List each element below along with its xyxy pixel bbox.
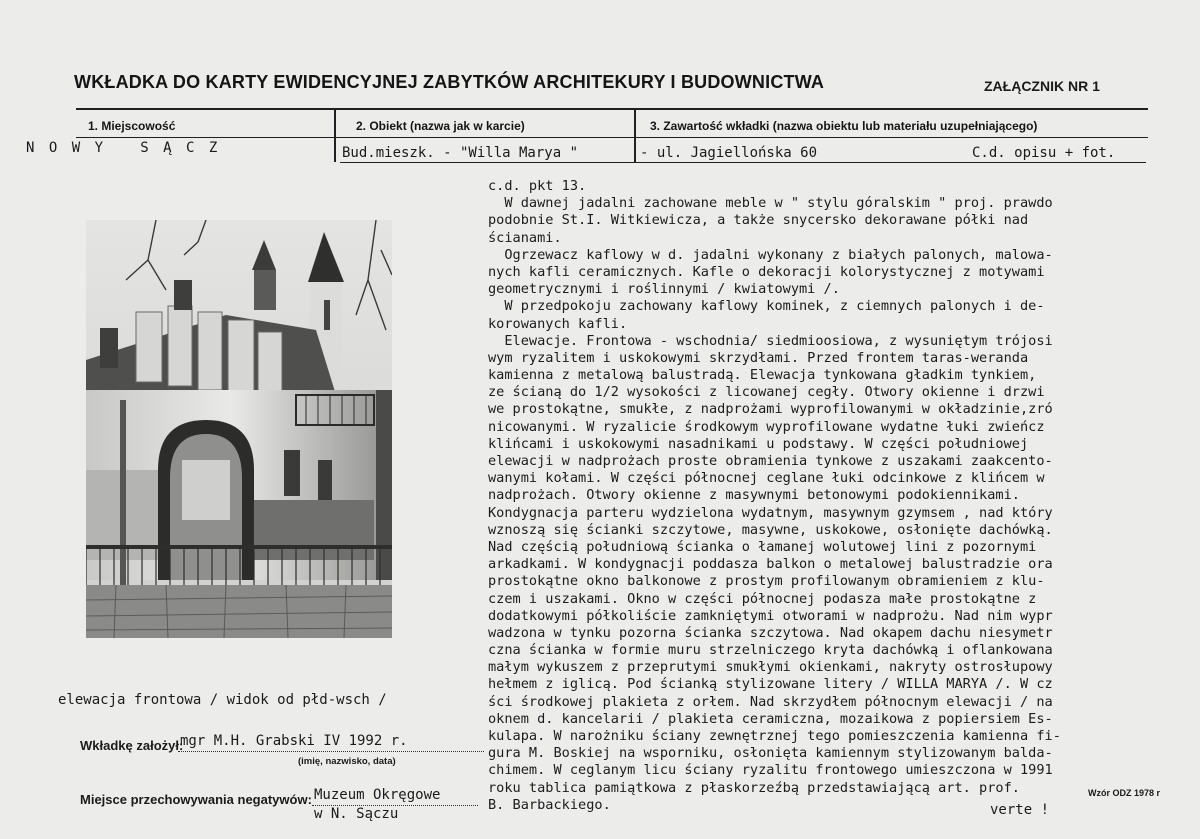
description-line: gura M. Boskiej na wsporniku, osłonięta kamiennym stylizowanym balda- (488, 745, 1053, 762)
author-value: mgr M.H. Grabski IV 1992 r. (180, 733, 408, 749)
field-1-label: 1. Miejscowość (88, 119, 176, 133)
field-3-label: 3. Zawartość wkładki (nazwa obiektu lub materiału uzupełniającego) (650, 119, 1038, 133)
field-3-value: - ul. Jagiellońska 60 (640, 145, 818, 161)
description-line: nych kafli ceramicznych. Kafle o dekoracji kolorystycznej z motywami (488, 263, 1045, 280)
author-dotted-line (178, 751, 484, 752)
description-line: oknem d. kancelarii / plakieta ceramiczna, mozaikowa z popiersiem Es- (488, 710, 1053, 727)
description-line: małym wykuszem z przeprutymi smukłymi okienkami, nakryty ostrosłupowy (488, 659, 1053, 676)
description-line: wznoszą się ścianki szczytowe, masywne, uskokowe, osłonięte dachówką. (488, 521, 1053, 538)
description-text (488, 178, 1196, 814)
description-line: c.d. pkt 13. (488, 178, 587, 194)
description-line: korowanych kafli. (488, 315, 628, 332)
description-line: arkadkami. W kondygnacji poddasza balkon o metalowej balustradzie ora (488, 556, 1053, 573)
card-title: WKŁADKA DO KARTY EWIDENCYJNEJ ZABYTKÓW ARCHITEKURY I BUDOWNICTWA (74, 72, 825, 92)
building-photograph (86, 220, 392, 638)
description-line: Ogrzewacz kaflowy w d. jadalni wykonany z białych palonych, malowa- (488, 246, 1053, 263)
field-3-value-right: C.d. opisu + fot. (972, 145, 1116, 161)
form-stamp: Wzór ODZ 1978 r (1088, 788, 1161, 798)
description-line: ze ścianą do 1/2 wysokości z licowanej cegły. Otwory okienne i drzwi (488, 384, 1045, 401)
description-line: W dawnej jadalni zachowane meble w " stylu góralskim " proj. prawdo (488, 195, 1053, 212)
description-line: ści środkowej plakieta z orłem. Nad skrzydłem północnym elewacji / na (488, 693, 1053, 710)
description-line: B. Barbackiego. (488, 796, 611, 813)
verte-note: verte ! (990, 802, 1050, 818)
field-divider-2 (634, 108, 636, 162)
field-2-value: Bud.mieszk. - "Willa Marya " (342, 145, 579, 161)
description-line: kulapa. W narożniku ściany zewnętrznej tego pomieszczenia kamienna fi- (488, 728, 1061, 744)
author-subcaption: (imię, nazwisko, data) (298, 756, 396, 767)
negatives-value-1: Muzeum Okręgowe (314, 787, 441, 803)
description-line: wanymi kołami. W części północnej ceglane łuki odcinkowe z klińcem w (488, 470, 1045, 487)
field-2-label: 2. Obiekt (nazwa jak w karcie) (356, 119, 525, 133)
description-line: we prostokątne, smukłe, z nadprożami wyprofilowanymi w okładzinie,zró (488, 401, 1053, 418)
description-line: kamienna z metalową balustradą. Elewacja tynkowana gładkim tynkiem, (488, 367, 1037, 384)
description-line: Elewacje. Frontowa - wschodnia/ siedmioosiowa, z wysuniętym trójosi (488, 332, 1053, 349)
negatives-value-2: w N. Sączu (314, 806, 399, 822)
villa-photo-image (86, 220, 392, 638)
description-line: klińcami i uskokowymi nasadnikami u podstawy. W części południowej (488, 435, 1029, 452)
field-1-value: N O W Y S Ą C Z (26, 140, 221, 156)
description-line: wym ryzalitem i uskokowymi skrzydłami. Przed frontem taras-weranda (488, 349, 1029, 366)
description-line: wadzona w tynku pozorna ścianka szczytowa. Nad okapem dachu niesymetr (488, 624, 1053, 641)
description-line: hełmem z iglicą. Pod ścianką stylizowane litery / WILLA MARYA /. W cz (488, 676, 1053, 693)
fields-rule (76, 137, 1148, 138)
author-label: Wkładkę założył: (80, 738, 184, 753)
field-divider-1 (334, 108, 336, 162)
description-line: czna ścianka w formie muru strzelniczego kryta dachówką i oflankowana (488, 642, 1053, 659)
description-line: elewacji w nadprożach proste obramienia tynkowe z uszakami zaakcento- (488, 453, 1053, 469)
description-line: dodatkowymi półkoliście zamkniętymi otworami w nadprożu. Nad nim wypr (488, 607, 1053, 624)
description-line: podobnie St.I. Witkiewicza, a także snycersko dekorawane półki nad (488, 212, 1029, 229)
description-line: roku tablica pamiątkowa z płaskorzeźbą przedstawiającą art. prof. (488, 779, 1020, 796)
photo-caption: elewacja frontowa / widok od płd-wsch / (58, 692, 387, 708)
header-rule-top (76, 108, 1148, 110)
description-line: ścianami. (488, 229, 562, 246)
attachment-number: ZAŁĄCZNIK NR 1 (984, 78, 1100, 94)
field-values-underline (340, 162, 1146, 163)
description-line: geometrycznymi i roślinnymi / kwiatowymi /. (488, 281, 840, 298)
description-line: nicowanymi. W ryzalicie środkowym wyprofilowane wydatne łuki zwieńcz (488, 418, 1045, 435)
description-line: Nad częścią południową ścianka o łamanej wolutowej lini z pozornymi (488, 538, 1037, 555)
description-line: czem i uszakami. Okno w części północnej podasza małe prostokątne z (488, 590, 1037, 607)
description-line: nadprożach. Otwory okienne z masywnymi betonowymi podokiennikami. (488, 487, 1020, 504)
description-line: W przedpokoju zachowany kaflowy kominek, z ciemnych palonych i de- (488, 298, 1045, 315)
description-line: prostokątne okno balkonowe z prostym profilowanym obramieniem z klu- (488, 573, 1045, 590)
negatives-label: Miejsce przechowywania negatywów: (80, 792, 312, 807)
description-line: chimem. W ceglanym licu ściany ryzalitu frontowego umieszczona w 1991 (488, 762, 1053, 779)
description-line: Kondygnacja parteru wydzielona wydatnym, masywnym gzymsem , nad który (488, 504, 1053, 521)
